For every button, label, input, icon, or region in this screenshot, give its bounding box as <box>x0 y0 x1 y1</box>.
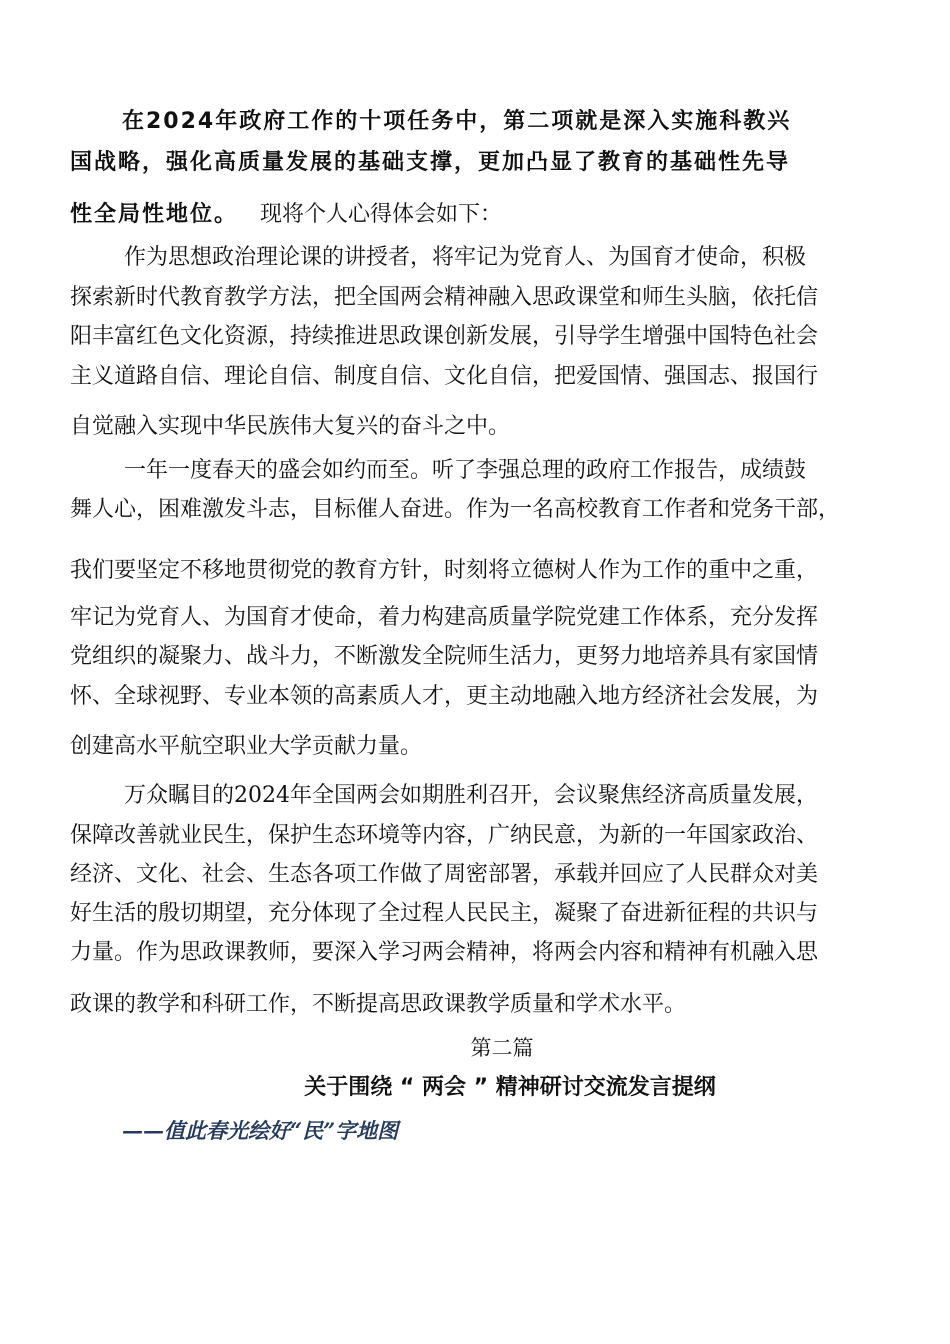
para2-line-2: 舞人心，困难激发斗志，目标催人奋进。作为一名高校教育工作者和党务干部， <box>70 497 841 522</box>
para1-line-2: 探索新时代教育教学方法，把全国两会精神融入思政课堂和师生头脑，依托信 <box>70 285 819 310</box>
para2-line-7: 创建高水平航空职业大学贡献力量。 <box>70 734 423 759</box>
para2-line-3: 我们要坚定不移地贯彻党的教育方针，时刻将立德树人作为工作的重中之重， <box>70 558 819 583</box>
section-title: 关于围绕 “ 两会 ” 精神研讨交流发言提纲 <box>304 1075 716 1100</box>
para1-line-5: 自觉融入实现中华民族伟大复兴的奋斗之中。 <box>70 414 511 439</box>
section-subtitle: ——值此春光绘好“民”字地图 <box>122 1118 399 1143</box>
para2-line-1: 一年一度春天的盛会如约而至。听了李强总理的政府工作报告，成绩鼓 <box>124 458 807 483</box>
para2-line-5: 党组织的凝聚力、战斗力，不断激发全院师生活力，更努力地培养具有家国情 <box>70 644 819 669</box>
para1-line-3: 阳丰富红色文化资源，持续推进思政课创新发展，引导学生增强中国特色社会 <box>70 324 819 349</box>
para2-line-4: 牢记为党育人、为国育才使命，着力构建高质量学院党建工作体系，充分发挥 <box>70 605 819 630</box>
intro-line-3-tail: 现将个人心得体会如下： <box>260 202 503 227</box>
section-label: 第二篇 <box>470 1036 534 1060</box>
para3-line-4: 好生活的殷切期望，充分体现了全过程人民民主，凝聚了奋进新征程的共识与 <box>70 901 819 926</box>
para1-line-4: 主义道路自信、理论自信、制度自信、文化自信，把爱国情、强国志、报国行 <box>70 364 819 389</box>
para3-line-2: 保障改善就业民生，保护生态环境等内容，广纳民意，为新的一年国家政治、 <box>70 823 819 848</box>
para3-line-6: 政课的教学和科研工作，不断提高思政课教学质量和学术水平。 <box>70 992 687 1017</box>
para1-line-1: 作为思想政治理论课的讲授者，将牢记为党育人、为国育才使命，积极 <box>124 245 807 270</box>
para2-line-6: 怀、全球视野、专业本领的高素质人才，更主动地融入地方经济社会发展，为 <box>70 684 819 709</box>
para3-line-1: 万众瞩目的2024年全国两会如期胜利召开，会议聚焦经济高质量发展， <box>124 783 818 808</box>
intro-line-2: 国战略，强化高质量发展的基础支撑，更加凸显了教育的基础性先导 <box>70 150 791 175</box>
para3-line-5: 力量。作为思政课教师，要深入学习两会精神，将两会内容和精神有机融入思 <box>70 940 819 965</box>
intro-line-1: 在2024年政府工作的十项任务中，第二项就是深入实施科教兴 <box>122 109 792 134</box>
intro-line-3-bold: 性全局性地位。 <box>70 202 239 227</box>
intro-line-3 <box>70 200 502 230</box>
para3-line-3: 经济、文化、社会、生态各项工作做了周密部署，承载并回应了人民群众对美 <box>70 862 819 887</box>
